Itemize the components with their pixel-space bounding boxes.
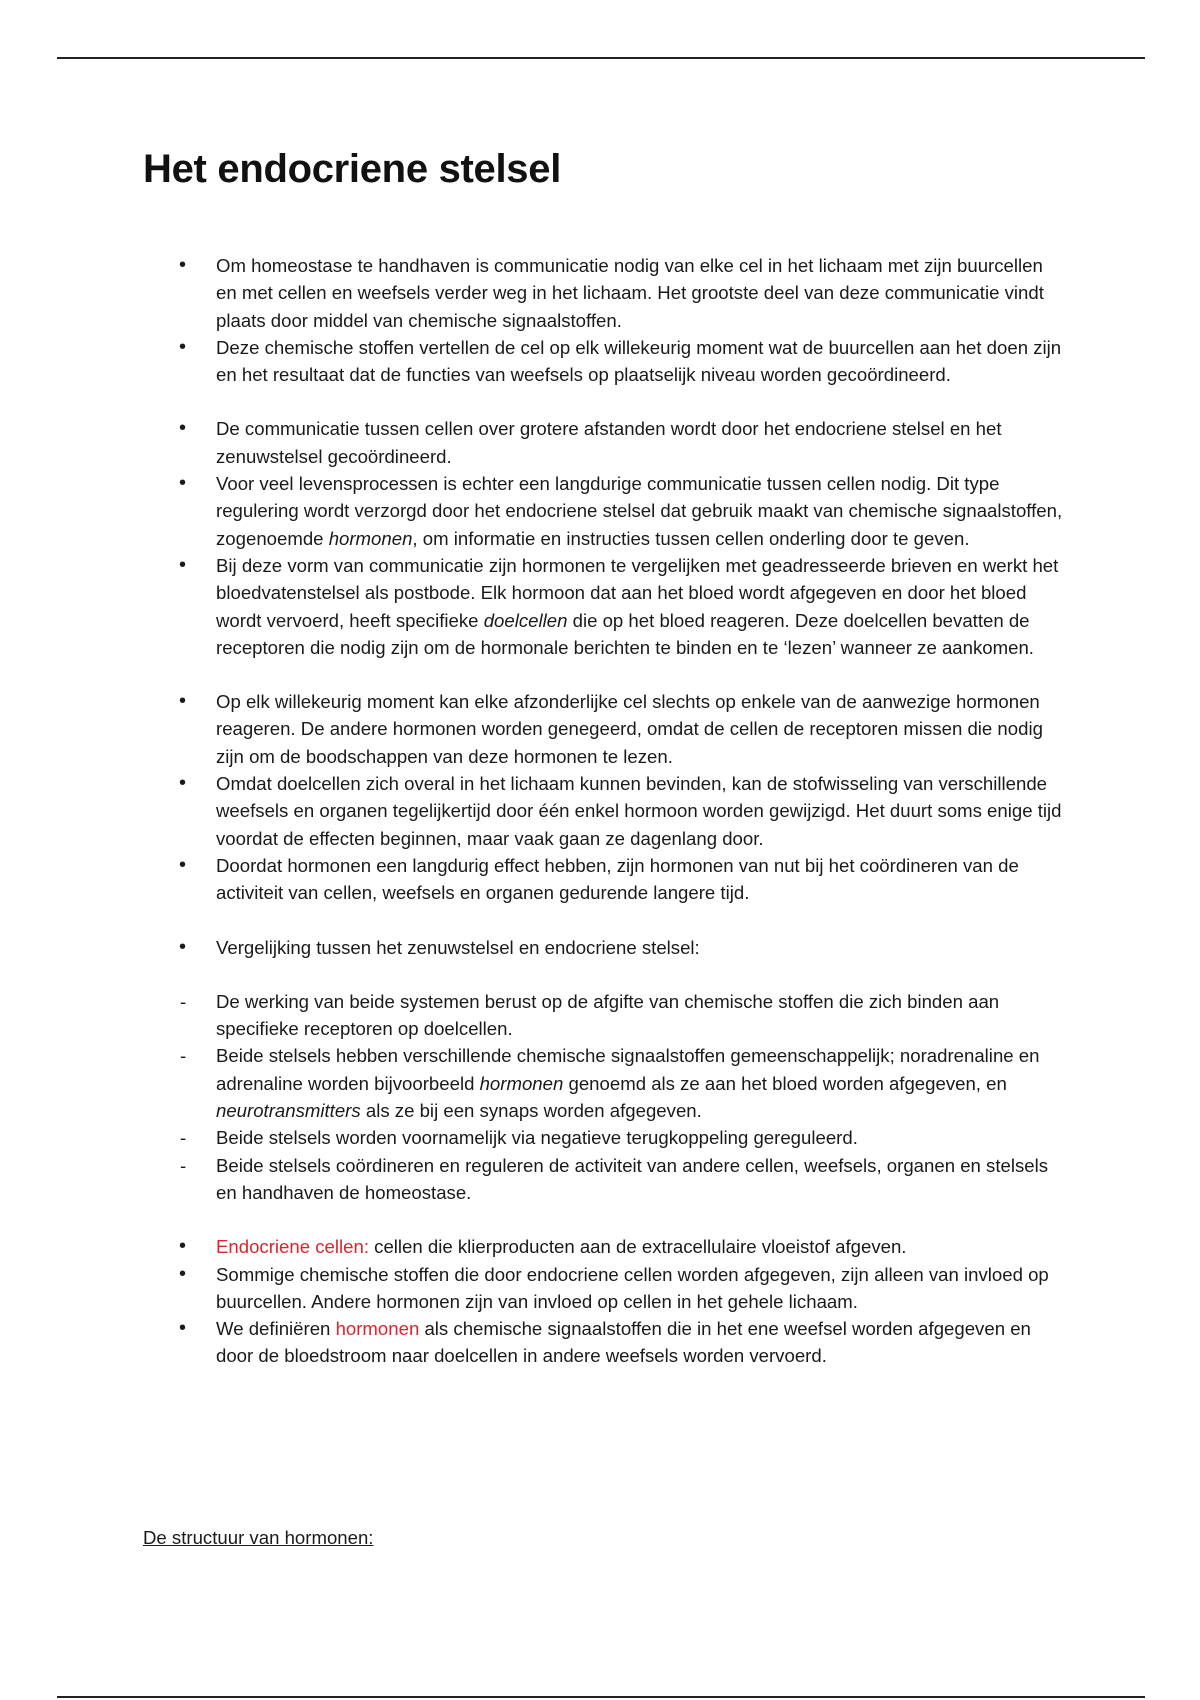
document-body: [143, 252, 1063, 1370]
list-item: • Deze chemische stoffen vertellen de cel op elk willekeurig moment wat de buurcellen aan het doen zijn en het resultaat dat de functies van weefsels op plaatselijk niveau worden gecoördineerd.: [143, 334, 1063, 389]
bullet-list-target-cells: [143, 688, 1063, 906]
bullet-list-definitions: [143, 1233, 1063, 1369]
list-item: • Op elk willekeurig moment kan elke afzonderlijke cel slechts op enkele van de aanwezige hormonen reageren. De andere hormonen worden genegeerd, omdat de cellen de receptoren missen die nodig zijn om de boodschappen van deze hormonen te lezen.: [143, 688, 1063, 770]
bullet-list-intro: [143, 252, 1063, 388]
header-rule: [57, 57, 1145, 59]
list-item: • Bij deze vorm van communicatie zijn hormonen te vergelijken met geadresseerde brieven en werkt het bloedvatenstelsel als postbode. Elk hormoon dat aan het bloed wordt afgegeven en door het bloed wordt vervoerd, heeft specifieke doelcellen die op het bloed reageren. Deze doelcellen bevatten de receptoren die nodig zijn om de hormonale berichten te binden en te ‘lezen’ wanneer ze aankomen.: [143, 552, 1063, 661]
list-item: - Beide stelsels hebben verschillende chemische signaalstoffen gemeenschappelijk; noradrenaline en adrenaline worden bijvoorbeeld hormonen genoemd als ze aan het bloed worden afgegeven, en neurotransmitters als ze bij een synaps worden afgegeven.: [143, 1042, 1063, 1124]
dash-list-comparison: [143, 988, 1063, 1206]
section-heading: De structuur van hormonen:: [143, 1527, 374, 1548]
list-item: - De werking van beide systemen berust op de afgifte van chemische stoffen die zich binden aan specifieke receptoren op doelcellen.: [143, 988, 1063, 1043]
emphasis-term: doelcellen: [483, 609, 568, 631]
emphasis-term: hormonen: [328, 527, 413, 549]
list-item: • Vergelijking tussen het zenuwstelsel en endocriene stelsel:: [143, 934, 1063, 961]
list-item: • Voor veel levensprocessen is echter een langdurige communicatie tussen cellen nodig. Dit type regulering wordt verzorgd door het endocriene stelsel dat gebruik maakt van chemische signaalstoffen, zogenoemde hormonen, om informatie en instructies tussen cellen onderling door te geven.: [143, 470, 1063, 552]
list-item: • De communicatie tussen cellen over grotere afstanden wordt door het endocriene stelsel en het zenuwstelsel gecoördineerd.: [143, 415, 1063, 470]
emphasis-term: neurotransmitters: [216, 1100, 361, 1122]
list-item: • We definiëren hormonen als chemische signaalstoffen die in het ene weefsel worden afgegeven en door de bloedstroom naar doelcellen in andere weefsels worden vervoerd.: [143, 1315, 1063, 1370]
list-item: • Om homeostase te handhaven is communicatie nodig van elke cel in het lichaam met zijn buurcellen en met cellen en weefsels verder weg in het lichaam. Het grootste deel van deze communicatie vindt plaats door middel van chemische signaalstoffen.: [143, 252, 1063, 334]
emphasis-term: hormonen: [479, 1072, 564, 1094]
list-item: • Endocriene cellen: cellen die klierproducten aan de extracellulaire vloeistof afgeven.: [143, 1233, 1063, 1260]
list-item: • Omdat doelcellen zich overal in het lichaam kunnen bevinden, kan de stofwisseling van verschillende weefsels en organen tegelijkertijd door één enkel hormoon worden gewijzigd. Het duurt soms enige tijd voordat de effecten beginnen, maar vaak gaan ze dagenlang door.: [143, 770, 1063, 852]
bullet-list-communication: [143, 415, 1063, 661]
list-item: - Beide stelsels worden voornamelijk via negatieve terugkoppeling gereguleerd.: [143, 1124, 1063, 1151]
bullet-list-comparison-intro: [143, 934, 1063, 961]
list-item: • Doordat hormonen een langdurig effect hebben, zijn hormonen van nut bij het coördineren van de activiteit van cellen, weefsels en organen gedurende langere tijd.: [143, 852, 1063, 907]
page-title: Het endocriene stelsel: [143, 147, 562, 191]
footer-rule: [57, 1696, 1145, 1698]
list-item: - Beide stelsels coördineren en reguleren de activiteit van andere cellen, weefsels, organen en stelsels en handhaven de homeostase.: [143, 1152, 1063, 1207]
list-item: • Sommige chemische stoffen die door endocriene cellen worden afgegeven, zijn alleen van invloed op buurcellen. Andere hormonen zijn van invloed op cellen in het gehele lichaam.: [143, 1261, 1063, 1316]
definition-term: Endocriene cellen:: [216, 1236, 369, 1258]
definition-term: hormonen: [335, 1318, 420, 1340]
